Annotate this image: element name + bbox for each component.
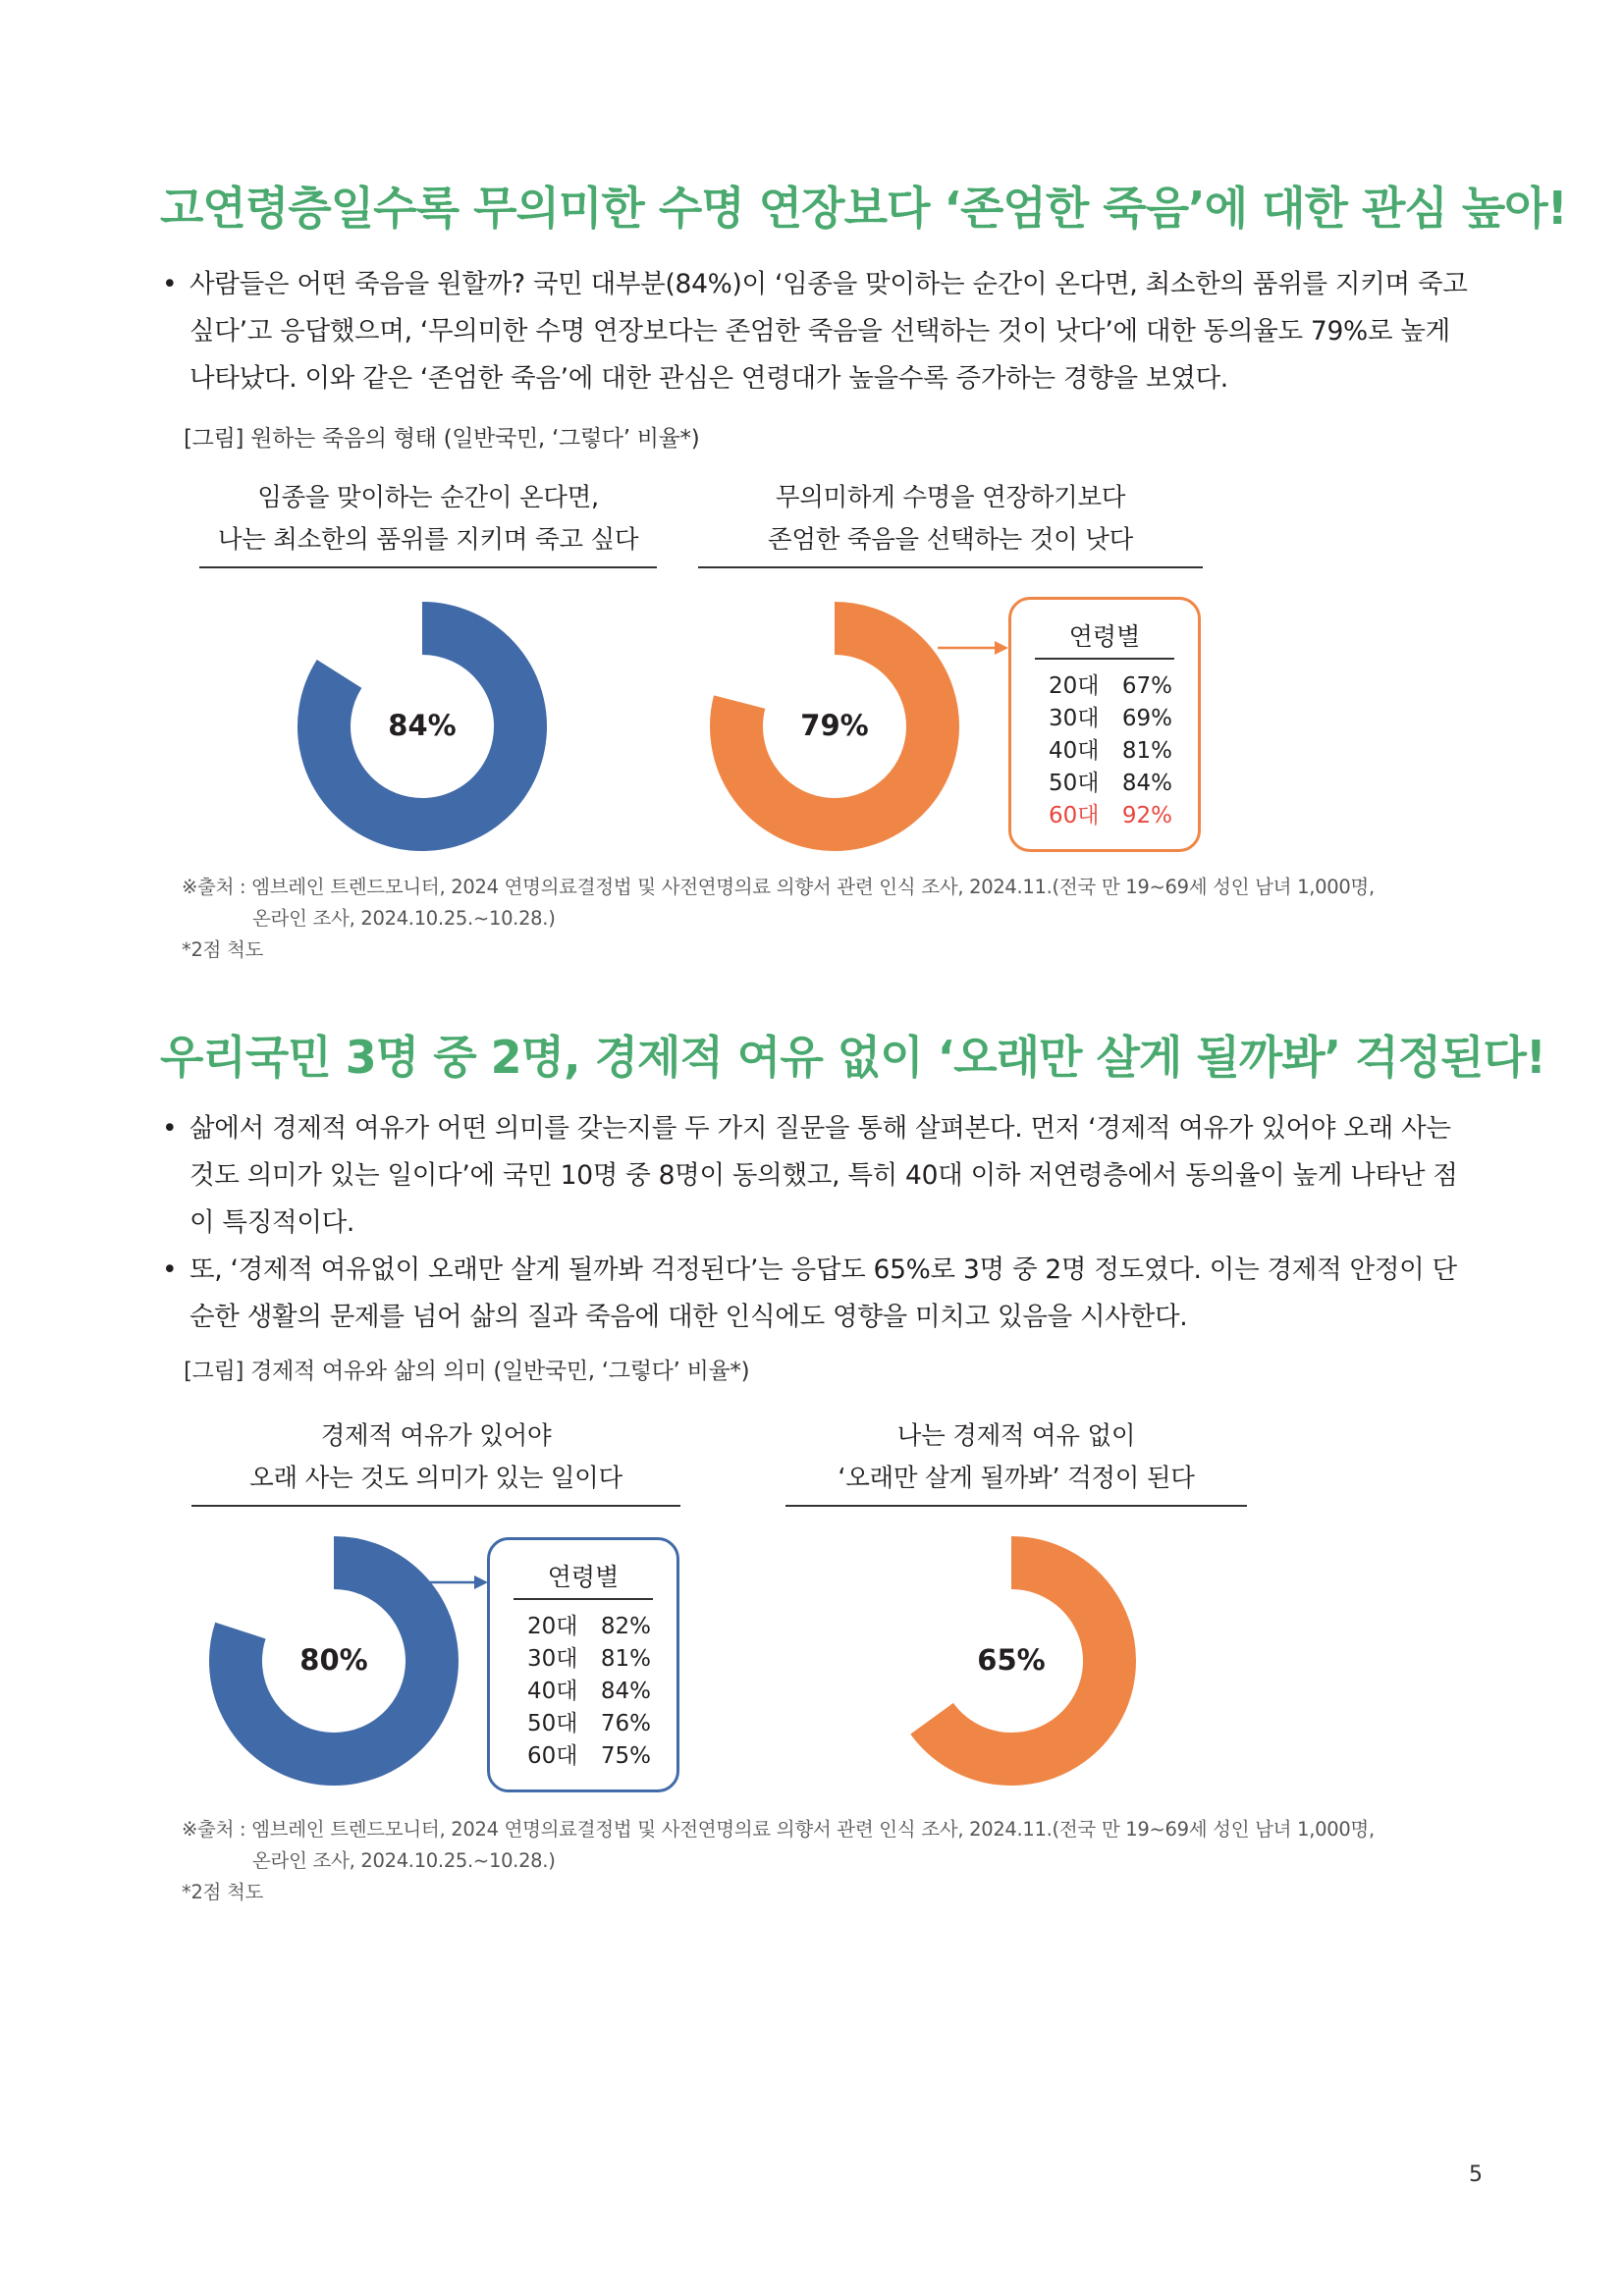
age-row-40 xyxy=(1049,735,1172,768)
age-value: 82% xyxy=(600,1614,651,1639)
chart3-title-line1: 경제적 여유가 있어야 xyxy=(320,1421,552,1451)
age-value: 75% xyxy=(600,1743,651,1769)
age-value: 84% xyxy=(1121,771,1172,796)
age-label: 50대 xyxy=(1049,771,1100,796)
chart2-title-rule xyxy=(698,566,1203,568)
bullet-dot: • xyxy=(162,1113,178,1144)
chart3-value-label: 80% xyxy=(299,1643,368,1677)
chart2-age-rows xyxy=(1049,670,1172,832)
source-line: ※출처 : 엠브레인 트렌드모니터, 2024 연명의료결정법 및 사전연명의료 의향서 관련 인식 조사, 2024.11.(전국 만 19~69세 성인 남녀 1,000명, xyxy=(182,876,1375,898)
age-label: 20대 xyxy=(527,1614,578,1639)
scale-note: *2점 척도 xyxy=(182,938,264,961)
age-value: 67% xyxy=(1121,673,1172,699)
bullet-text: 사람들은 어떤 죽음을 원할까? 국민 대부분(84%)이 ‘임종을 맞이하는 순간이 온다면, 최소한의 품위를 지키며 죽고 싶다’고 응답했으며, ‘무의미한 수명 연장보다는 존엄한 죽음을 선택하는 것이 낫다’에 대한 동의율도 79%로 높게 나타났다. 이와 같은 ‘존엄한 죽음’에 대한 관심은 연령대가 높을수록 증가하는 경향을 보였다. xyxy=(189,269,1468,394)
bullet-dot: • xyxy=(162,269,178,299)
chart2-title xyxy=(698,477,1203,561)
section1-bullet-1 xyxy=(162,261,1478,402)
chart2-age-box-title: 연령별 xyxy=(1068,622,1141,651)
chart4-value-label: 65% xyxy=(977,1643,1046,1677)
chart3-title xyxy=(191,1415,680,1500)
source-note-2 xyxy=(182,1814,1375,1908)
figure-caption-2: [그림] 경제적 여유와 삶의 의미 (일반국민, ‘그렇다’ 비율*) xyxy=(184,1359,750,1384)
age-row-60-highlight xyxy=(1049,800,1172,832)
chart3-title-line2: 오래 사는 것도 의미가 있는 일이다 xyxy=(249,1464,622,1493)
chart1-title-line1: 임종을 맞이하는 순간이 온다면, xyxy=(257,483,599,512)
age-row-40 xyxy=(527,1676,651,1708)
chart3-age-box-title: 연령별 xyxy=(547,1563,620,1591)
chart1-title-rule xyxy=(199,566,657,568)
chart3-age-box-rule xyxy=(514,1598,653,1600)
age-value: 84% xyxy=(600,1679,651,1704)
bullet-text: 삶에서 경제적 여유가 어떤 의미를 갖는지를 두 가지 질문을 통해 살펴본다. 먼저 ‘경제적 여유가 있어야 오래 사는 것도 의미가 있는 일이다’에 국민 10명 중 8명이 동의했고, 특히 40대 이하 저연령층에서 동의율이 높게 나타난 점이 특징적이다. xyxy=(189,1113,1458,1238)
age-label: 50대 xyxy=(527,1711,578,1736)
age-row-30 xyxy=(527,1643,651,1676)
chart3-title-rule xyxy=(191,1505,680,1507)
age-row-50 xyxy=(1049,768,1172,800)
section2-heading: 우리국민 3명 중 2명, 경제적 여유 없이 ‘오래만 살게 될까봐’ 걱정된다! xyxy=(160,1031,1545,1084)
age-value: 92% xyxy=(1121,803,1172,828)
age-label: 30대 xyxy=(1049,706,1100,731)
age-label: 60대 xyxy=(527,1743,578,1769)
age-row-20 xyxy=(1049,670,1172,703)
age-label: 40대 xyxy=(527,1679,578,1704)
chart2-title-line1: 무의미하게 수명을 연장하기보다 xyxy=(775,483,1126,512)
chart4-title xyxy=(785,1415,1247,1500)
page-number: 5 xyxy=(1469,2163,1483,2187)
source-line: 온라인 조사, 2024.10.25.~10.28.) xyxy=(252,1849,556,1872)
chart3-age-breakdown-box xyxy=(487,1537,679,1792)
age-row-60 xyxy=(527,1740,651,1773)
age-row-50 xyxy=(527,1708,651,1740)
age-label: 20대 xyxy=(1049,673,1100,699)
chart4-title-rule xyxy=(785,1505,1247,1507)
chart1-title-line2: 나는 최소한의 품위를 지키며 죽고 싶다 xyxy=(217,525,639,555)
source-note-1 xyxy=(182,872,1375,966)
chart2-age-breakdown-box xyxy=(1008,597,1201,852)
chart1-value-label: 84% xyxy=(388,709,457,742)
source-line: ※출처 : 엠브레인 트렌드모니터, 2024 연명의료결정법 및 사전연명의료 의향서 관련 인식 조사, 2024.11.(전국 만 19~69세 성인 남녀 1,000명, xyxy=(182,1818,1375,1841)
age-value: 81% xyxy=(600,1646,651,1672)
scale-note: *2점 척도 xyxy=(182,1881,264,1903)
age-value: 76% xyxy=(600,1711,651,1736)
chart2-age-box-rule xyxy=(1035,658,1174,660)
age-label: 40대 xyxy=(1049,738,1100,764)
chart3-arrow-icon xyxy=(422,1568,491,1597)
chart2-value-label: 79% xyxy=(800,709,869,742)
chart1-title xyxy=(199,477,657,561)
age-row-30 xyxy=(1049,703,1172,735)
section2-bullet-1 xyxy=(162,1105,1478,1247)
chart4-title-line2: ‘오래만 살게 될까봐’ 걱정이 된다 xyxy=(838,1464,1195,1493)
age-row-20 xyxy=(527,1611,651,1643)
age-label: 30대 xyxy=(527,1646,578,1672)
chart3-age-rows xyxy=(527,1611,651,1773)
age-value: 69% xyxy=(1121,706,1172,731)
source-line: 온라인 조사, 2024.10.25.~10.28.) xyxy=(252,907,556,930)
bullet-text: 또, ‘경제적 여유없이 오래만 살게 될까봐 걱정된다’는 응답도 65%로 3명 중 2명 정도였다. 이는 경제적 안정이 단순한 생활의 문제를 넘어 삶의 질과 죽음에 대한 인식에도 영향을 미치고 있음을 시사한다. xyxy=(189,1255,1457,1332)
age-value: 81% xyxy=(1121,738,1172,764)
bullet-dot: • xyxy=(162,1255,178,1285)
section2-bullet-2 xyxy=(162,1247,1478,1341)
chart2-title-line2: 존엄한 죽음을 선택하는 것이 낫다 xyxy=(768,525,1133,555)
section1-heading: 고연령층일수록 무의미한 수명 연장보다 ‘존엄한 죽음’에 대한 관심 높아! xyxy=(160,182,1567,235)
chart4-title-line1: 나는 경제적 여유 없이 xyxy=(896,1421,1136,1451)
chart2-arrow-icon xyxy=(938,633,1011,663)
figure-caption-1: [그림] 원하는 죽음의 형태 (일반국민, ‘그렇다’ 비율*) xyxy=(184,426,700,452)
age-label: 60대 xyxy=(1049,803,1100,828)
